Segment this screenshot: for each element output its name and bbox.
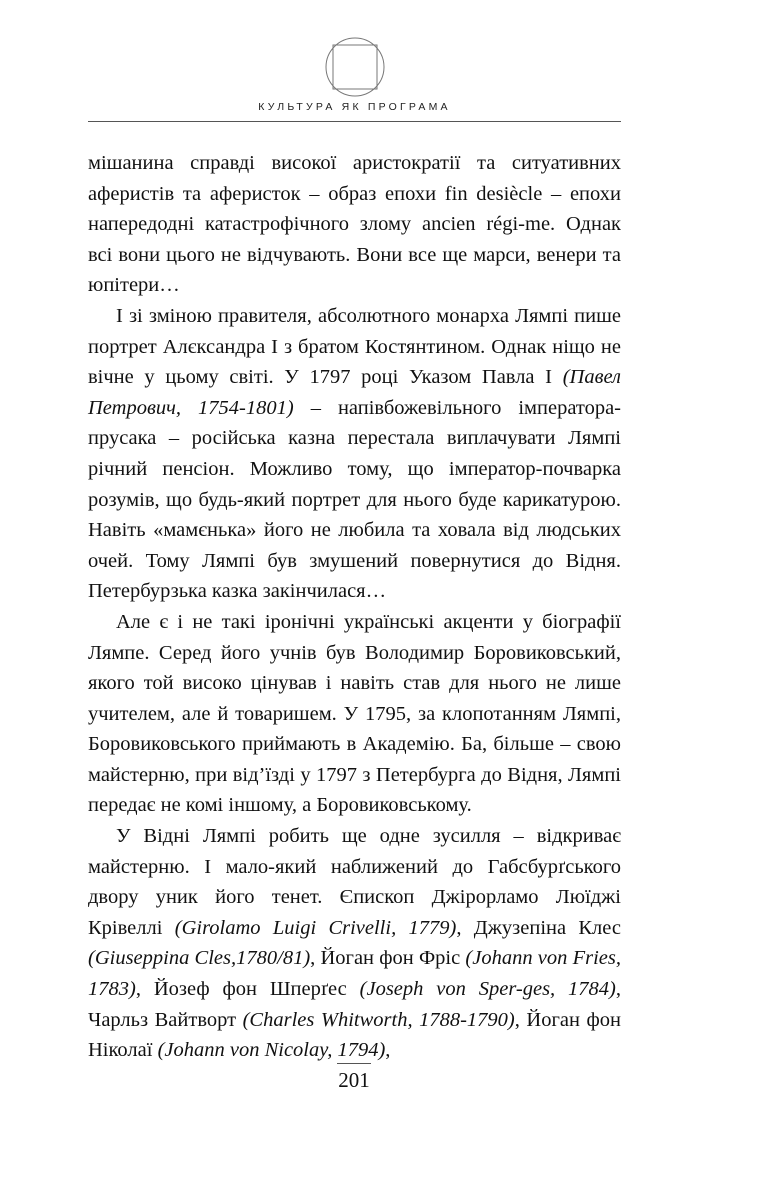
circle-square-emblem-icon [324, 36, 386, 98]
body-text [88, 148, 621, 1066]
italic-citation: (Joseph von Sper-ges, 1784) [359, 978, 616, 1001]
italic-citation: (Johann von Nicolay, 1794) [157, 1039, 386, 1062]
page-number: 201 [338, 1068, 370, 1092]
paragraph-3: Але є і не такі іронічні українські акценти у біографії Лямпе. Серед його учнів був Володимир Боровиковський, якого той високо цінував і навіть став для нього не лише учителем, але й товаришем. У 1795, за клопотанням Лямпі, Боровиковського приймають в Академію. Ба, більше – свою майстерню, при від’їзді у 1797 з Петербурга до Відня, Лямпі передає не комі іншому, а Боровиковському. [88, 610, 621, 817]
paragraph-2: І зі зміною правителя, абсолютного монарха Лямпі пише портрет Алєксандра I з братом Костянтином. Однак ніщо не вічне у цьому світі. У 1797 році Указом Павла I (Павел Петрович, 1754-1801) – напівбожевільного імператора-прусака – російська казна перестала виплачувати Лямпі річний пенсіон. Можливо тому, що імператор-почварка розумів, що будь-який портрет для нього буде карикатурою. Навіть «мамєнька» його не любила та ховала від людських очей. Тому Лямпі був змушений повернутися до Відня. Петербурзька казка закінчилася… [88, 304, 621, 603]
italic-citation: (Charles Whitworth, 1788-1790) [242, 1008, 515, 1031]
page-number-rule [337, 1063, 371, 1064]
running-header: КУЛЬТУРА ЯК ПРОГРАМА [258, 101, 451, 113]
italic-citation: (Павел Петрович, 1754-1801) [88, 366, 621, 419]
italic-citation: (Johann von Fries, 1783) [88, 947, 621, 1001]
paragraph-1: мішанина справді високої аристократії та ситуативних аферистів та аферисток – образ епохи fin desiècle – епохи напередодні катастрофічного злому ancien régi-me. Однак всі вони цього не відчувають. Вони все ще марси, венери та юпітери… [88, 152, 621, 297]
paragraph-4: У Відні Лямпі робить ще одне зусилля – відкриває майстерню. І мало-який наближений до Габсбурґського двору уник його тенет. Єпископ Джірорламо Люїджі Крівеллі (Girolamo Luigi Crivelli, 1779), Джузепіна Клес (Giuseppina Cles,1780/81), Йоган фон Фріс (Johann von Fries, 1783), Йозеф фон Шперґес (Joseph von Sper-ges, 1784), Чарльз Вайтворт (Charles Whitworth, 1788-1790), Йоган фон Ніколаї (Johann von Nicolay, 1794), [88, 825, 621, 1062]
italic-citation: (Girolamo Luigi Crivelli, 1779) [174, 916, 457, 939]
italic-citation: (Giuseppina Cles,1780/81) [88, 947, 311, 970]
header-rule [88, 121, 621, 122]
